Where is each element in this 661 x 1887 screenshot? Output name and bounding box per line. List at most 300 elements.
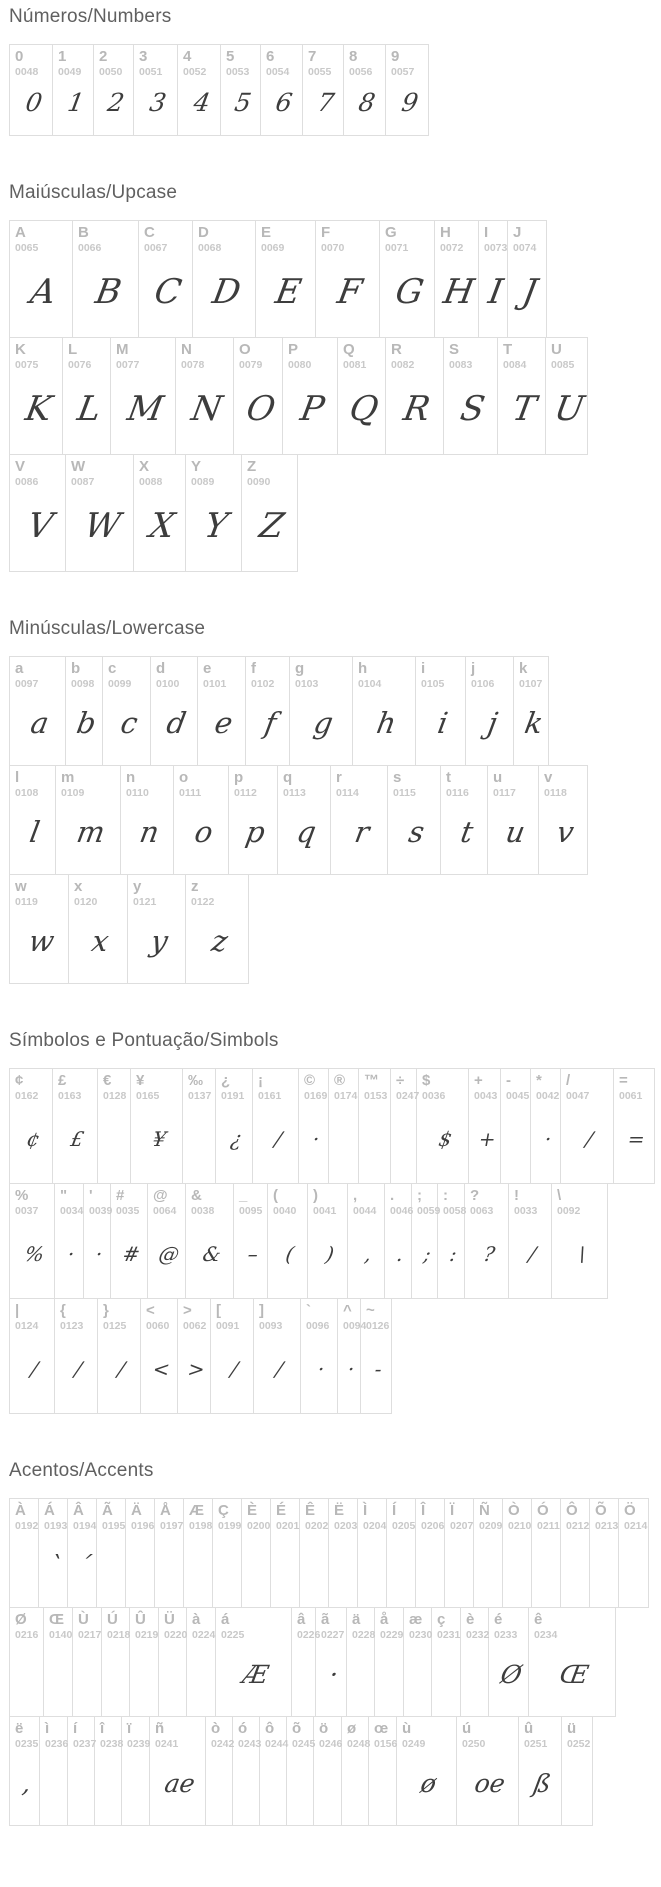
glyph-code-label: 0090 (247, 476, 271, 488)
glyph-char-label: . (390, 1187, 395, 1204)
glyph-preview: ¥ (150, 1126, 168, 1151)
glyph-char-label: 8 (349, 48, 358, 65)
glyph-cell (102, 1608, 130, 1716)
glyph-char-label: ^ (343, 1302, 352, 1319)
glyph-preview (211, 1751, 232, 1825)
glyph-char-label: ¥ (136, 1072, 145, 1089)
glyph-char-label: / (566, 1072, 571, 1089)
glyph-code-label: 0227 (321, 1629, 345, 1641)
glyph-code-label: 0039 (89, 1205, 113, 1217)
glyph-code-label: 0126 (366, 1320, 390, 1332)
glyph-cell (148, 1184, 186, 1298)
glyph-preview: p (243, 815, 268, 850)
glyph-char-label: Ø (15, 1611, 27, 1628)
glyph-cell (10, 875, 69, 983)
glyph-char-label: Ã (102, 1502, 113, 1519)
glyph-preview: x (89, 924, 112, 959)
glyph-char-label: Ç (218, 1502, 229, 1519)
glyph-code-label: 0101 (203, 678, 227, 690)
glyph-row (9, 765, 588, 875)
glyph-char-label: G (385, 224, 397, 241)
glyph-code-label: 0245 (292, 1738, 316, 1750)
glyph-code-label: 0252 (567, 1738, 591, 1750)
glyph-cell (246, 657, 290, 765)
glyph-cell (256, 221, 316, 337)
glyph-char-label: A (15, 224, 26, 241)
glyph-code-label: 0087 (71, 476, 95, 488)
glyph-char-label: w (15, 878, 27, 895)
glyph-cell (445, 1499, 474, 1607)
glyph-code-label: 0163 (58, 1090, 82, 1102)
glyph-code-label: 0044 (353, 1205, 377, 1217)
glyph-cell (388, 766, 441, 874)
glyph-cell (174, 766, 229, 874)
glyph-preview (466, 1642, 488, 1716)
glyph-code-label: 0169 (304, 1090, 328, 1102)
glyph-preview: M (124, 388, 167, 429)
glyph-cell (128, 875, 186, 983)
glyph-char-label: y (133, 878, 142, 895)
glyph-cell (253, 1069, 299, 1183)
glyph-preview (479, 1533, 502, 1607)
glyph-char-label: ô (265, 1720, 275, 1737)
glyph-char-label: ] (259, 1302, 264, 1319)
glyph-char-label: X (139, 458, 150, 475)
glyph-code-label: 0049 (58, 66, 82, 78)
glyph-cell (435, 221, 479, 337)
glyph-code-label: 0228 (352, 1629, 376, 1641)
glyph-cell (369, 1717, 397, 1825)
glyph-code-label: 0236 (45, 1738, 69, 1750)
glyph-char-label: 5 (226, 48, 235, 65)
glyph-cell (261, 45, 303, 135)
glyph-preview: e (212, 706, 236, 741)
glyph-char-label: O (239, 341, 251, 358)
glyph-cell (562, 1717, 592, 1825)
glyph-char-label: Ù (78, 1611, 89, 1628)
glyph-preview: Y (201, 505, 231, 546)
glyph-code-label: 0201 (276, 1520, 300, 1532)
glyph-char-label: Ô (566, 1502, 578, 1519)
glyph-preview (100, 1751, 121, 1825)
glyph-rows (9, 220, 661, 572)
glyph-cell (347, 1608, 375, 1716)
section-title: Números/Numbers (9, 6, 172, 27)
glyph-preview: D (209, 271, 244, 312)
glyph-cell (329, 1499, 358, 1607)
glyph-char-label: s (393, 769, 402, 786)
glyph-cell (331, 766, 388, 874)
glyph-char-label: ) (313, 1187, 318, 1204)
section-upcase (9, 182, 661, 572)
glyph-code-label: 0235 (15, 1738, 39, 1750)
glyph-preview (364, 1103, 390, 1183)
glyph-char-label: ù (402, 1720, 412, 1737)
glyph-char-label: å (380, 1611, 389, 1628)
glyph-char-label: 2 (99, 48, 108, 65)
glyph-cell (501, 1069, 531, 1183)
glyph-preview: = (625, 1126, 647, 1151)
glyph-preview (188, 1103, 215, 1183)
glyph-cell (466, 657, 514, 765)
glyph-cell (151, 657, 198, 765)
glyph-cell (314, 1717, 342, 1825)
glyph-preview (135, 1642, 158, 1716)
glyph-preview (396, 1103, 416, 1183)
glyph-cell (176, 338, 234, 454)
glyph-preview: ¢ (25, 1126, 42, 1151)
glyph-char-label: , (353, 1187, 358, 1204)
glyph-preview (566, 1533, 589, 1607)
glyph-code-label: 0118 (544, 787, 567, 799)
glyph-rows (9, 1068, 661, 1414)
glyph-preview: z (208, 924, 231, 959)
glyph-cell (187, 1608, 216, 1716)
glyph-cell (211, 1299, 254, 1413)
glyph-cell (385, 1184, 412, 1298)
glyph-char-label: Û (135, 1611, 146, 1628)
glyph-preview: U (551, 388, 587, 429)
glyph-preview (319, 1751, 341, 1825)
glyph-cell (111, 338, 176, 454)
glyph-code-label: 0116 (446, 787, 469, 799)
glyph-preview: u (503, 815, 528, 850)
glyph-char-label: Ê (305, 1502, 316, 1519)
glyph-cell (465, 1184, 509, 1298)
glyph-code-label: 0250 (462, 1738, 486, 1750)
glyph-code-label: 0251 (524, 1738, 548, 1750)
glyph-cell (178, 1299, 211, 1413)
glyph-char-label: = (619, 1072, 628, 1089)
glyph-cell (234, 338, 283, 454)
glyph-preview (347, 1751, 368, 1825)
glyph-cell (10, 1608, 44, 1716)
glyph-code-label: 0244 (265, 1738, 289, 1750)
glyph-preview: Œ (557, 1660, 592, 1690)
glyph-row (9, 220, 547, 338)
glyph-char-label: Ò (508, 1502, 520, 1519)
glyph-cell (397, 1717, 457, 1825)
glyph-cell (387, 1499, 416, 1607)
glyph-char-label: ú (462, 1720, 472, 1737)
glyph-code-label: 0050 (99, 66, 123, 78)
glyph-preview: $ (436, 1126, 454, 1151)
glyph-char-label: % (15, 1187, 29, 1204)
glyph-code-label: 0242 (211, 1738, 235, 1750)
glyph-code-label: 0213 (595, 1520, 619, 1532)
glyph-cell (39, 1499, 68, 1607)
glyph-preview: ( (283, 1241, 297, 1266)
glyph-code-label: 0205 (392, 1520, 416, 1532)
glyph-preview: W (80, 505, 123, 546)
glyph-char-label: { (60, 1302, 66, 1319)
glyph-cell (444, 338, 498, 454)
glyph-char-label: ™ (364, 1072, 379, 1089)
glyph-cell (68, 1717, 95, 1825)
glyph-char-label: 6 (266, 48, 275, 65)
glyph-preview: t (457, 815, 476, 850)
glyph-preview: S (457, 388, 489, 429)
glyph-preview: oe (472, 1769, 508, 1799)
glyph-char-label: Æ (189, 1502, 204, 1519)
glyph-code-label: 0085 (551, 359, 575, 371)
glyph-preview (238, 1751, 259, 1825)
glyph-char-label: m (61, 769, 75, 786)
glyph-char-label: ì (45, 1720, 50, 1737)
glyph-cell (55, 1184, 84, 1298)
glyph-cell (184, 1499, 213, 1607)
glyph-code-label: 0064 (153, 1205, 177, 1217)
glyph-preview: K (22, 388, 55, 429)
glyph-cell (234, 1184, 268, 1298)
glyph-cell (10, 1299, 55, 1413)
glyph-code-label: 0099 (108, 678, 132, 690)
glyph-preview: J (519, 271, 540, 312)
glyph-code-label: 0059 (417, 1205, 441, 1217)
glyph-char-label: I (484, 224, 489, 241)
glyph-cell (519, 1717, 562, 1825)
glyph-preview: ¿ (229, 1126, 244, 1151)
glyph-char-label: ï (127, 1720, 132, 1737)
glyph-code-label: 0114 (336, 787, 359, 799)
glyph-preview: / (272, 1126, 284, 1151)
glyph-char-label: ä (352, 1611, 361, 1628)
glyph-char-label: x (74, 878, 83, 895)
glyph-char-label: " (60, 1187, 68, 1204)
glyph-code-label: 0045 (506, 1090, 530, 1102)
glyph-char-label: í (73, 1720, 78, 1737)
glyph-code-label: 0247 (396, 1090, 420, 1102)
glyph-code-label: 0206 (421, 1520, 445, 1532)
glyph-row (9, 656, 549, 766)
glyph-cell (130, 1608, 159, 1716)
glyph-code-label: 0119 (15, 896, 38, 908)
glyph-code-label: 0035 (116, 1205, 140, 1217)
glyph-code-label: 0224 (192, 1629, 216, 1641)
glyph-char-label: v (544, 769, 553, 786)
glyph-code-label: 0089 (191, 476, 215, 488)
glyph-preview (363, 1533, 386, 1607)
glyph-cell (561, 1069, 614, 1183)
glyph-code-label: 0112 (234, 787, 257, 799)
glyph-row (9, 1498, 649, 1608)
glyph-code-label: 0080 (288, 359, 312, 371)
glyph-char-label: 3 (139, 48, 148, 65)
glyph-char-label: q (283, 769, 293, 786)
glyph-code-label: 0036 (422, 1090, 446, 1102)
glyph-code-label: 0123 (60, 1320, 84, 1332)
glyph-cell (53, 45, 94, 135)
glyph-code-label: 0096 (306, 1320, 330, 1332)
section-numbers (9, 6, 661, 136)
glyph-char-label: < (146, 1302, 155, 1319)
glyph-cell (178, 45, 221, 135)
glyph-preview: ; (421, 1241, 433, 1266)
glyph-cell (97, 1499, 126, 1607)
glyph-code-label: 0113 (283, 787, 306, 799)
glyph-cell (242, 1499, 271, 1607)
glyph-code-label: 0218 (107, 1629, 131, 1641)
glyph-code-label: 0212 (566, 1520, 590, 1532)
glyph-char-label: Ñ (479, 1502, 490, 1519)
glyph-code-label: 0140 (49, 1629, 73, 1641)
glyph-preview: – (245, 1241, 261, 1266)
glyph-preview: / (116, 1356, 127, 1381)
glyph-preview: k (521, 706, 546, 741)
glyph-cell (121, 766, 174, 874)
glyph-code-label: 0065 (15, 242, 39, 254)
glyph-preview (508, 1533, 531, 1607)
glyph-code-label: 0034 (60, 1205, 84, 1217)
glyph-code-label: 0109 (61, 787, 85, 799)
glyph-code-label: 0125 (103, 1320, 127, 1332)
glyph-cell (134, 45, 178, 135)
glyph-code-label: 0088 (139, 476, 163, 488)
glyph-preview (73, 1751, 94, 1825)
glyph-code-label: 0234 (534, 1629, 558, 1641)
glyph-cell (474, 1499, 503, 1607)
glyph-char-label: Y (191, 458, 202, 475)
glyph-char-label: à (192, 1611, 201, 1628)
glyph-cell (299, 1069, 329, 1183)
glyph-code-label: 0078 (181, 359, 205, 371)
glyph-code-label: 0110 (126, 787, 149, 799)
glyph-char-label: â (297, 1611, 306, 1628)
glyph-code-label: 0082 (391, 359, 415, 371)
glyph-preview: F (334, 271, 366, 312)
glyph-char-label: S (449, 341, 460, 358)
glyph-code-label: 0233 (494, 1629, 518, 1641)
glyph-preview: s (406, 815, 428, 850)
glyph-cell (98, 1069, 131, 1183)
glyph-cell (375, 1608, 404, 1716)
glyph-preview: j (484, 706, 500, 741)
glyph-preview: f (261, 706, 279, 741)
glyph-code-label: 0093 (259, 1320, 283, 1332)
glyph-code-label: 0246 (319, 1738, 343, 1750)
glyph-char-label: d (156, 660, 166, 677)
glyph-cell (10, 45, 53, 135)
glyph-char-label: È (247, 1502, 258, 1519)
glyph-cell (561, 1499, 590, 1607)
glyph-preview: P (297, 388, 328, 429)
glyph-code-label: 0194 (73, 1520, 97, 1532)
glyph-code-label: 0074 (513, 242, 537, 254)
glyph-row (9, 1298, 392, 1414)
glyph-preview: v (554, 815, 577, 850)
glyph-preview (49, 1642, 72, 1716)
glyph-cell (10, 1069, 53, 1183)
glyph-cell (461, 1608, 489, 1716)
glyph-preview: V (24, 505, 56, 546)
glyph-cell (103, 657, 151, 765)
glyph-char-label: [ (216, 1302, 221, 1319)
glyph-cell (508, 221, 546, 337)
glyph-rows (9, 656, 661, 984)
glyph-preview: ß (531, 1769, 554, 1799)
glyph-char-label: Q (343, 341, 355, 358)
glyph-cell (361, 1299, 391, 1413)
glyph-char-label: @ (153, 1187, 168, 1204)
glyph-preview: q (294, 815, 319, 850)
glyph-preview: ? (481, 1241, 497, 1266)
glyph-code-label: 0066 (78, 242, 102, 254)
glyph-char-label: û (524, 1720, 534, 1737)
glyph-cell (469, 1069, 501, 1183)
glyph-code-label: 0071 (385, 242, 409, 254)
glyph-char-label: ~ (366, 1302, 375, 1319)
glyph-code-label: 0046 (390, 1205, 414, 1217)
glyph-char-label: # (116, 1187, 125, 1204)
glyph-preview: 2 (105, 88, 127, 118)
glyph-preview: · (94, 1241, 105, 1266)
glyph-char-label: D (198, 224, 209, 241)
glyph-cell (619, 1499, 648, 1607)
glyph-char-label: € (103, 1072, 112, 1089)
glyph-char-label: ø (347, 1720, 357, 1737)
glyph-cell (268, 1184, 308, 1298)
glyph-code-label: 0054 (266, 66, 290, 78)
glyph-cell (552, 1184, 607, 1298)
glyph-preview (374, 1751, 396, 1825)
glyph-code-label: 0203 (334, 1520, 358, 1532)
glyph-char-label: ó (238, 1720, 248, 1737)
glyph-cell (98, 1299, 141, 1413)
glyph-code-label: 0106 (471, 678, 495, 690)
glyph-code-label: 0086 (15, 476, 39, 488)
glyph-char-label: ¡ (258, 1072, 263, 1089)
glyph-code-label: 0053 (226, 66, 250, 78)
glyph-code-label: 0156 (374, 1738, 398, 1750)
glyph-preview: 6 (273, 88, 295, 118)
glyph-code-label: 0097 (15, 678, 39, 690)
glyph-preview (160, 1533, 183, 1607)
glyph-cell (111, 1184, 148, 1298)
glyph-code-label: 0076 (68, 359, 92, 371)
glyph-cell (308, 1184, 348, 1298)
glyph-cell (386, 338, 444, 454)
glyph-code-label: 0075 (15, 359, 39, 371)
glyph-preview: n (137, 815, 162, 850)
glyph-char-label: Í (392, 1502, 397, 1519)
glyph-code-label: 0040 (273, 1205, 297, 1217)
glyph-code-label: 0115 (393, 787, 416, 799)
glyph-preview: , (363, 1241, 374, 1266)
glyph-cell (316, 1608, 347, 1716)
glyph-cell (141, 1299, 178, 1413)
glyph-code-label: 0072 (440, 242, 464, 254)
glyph-cell (198, 657, 246, 765)
glyph-cell (539, 766, 587, 874)
glyph-char-label: z (191, 878, 199, 895)
glyph-char-label: é (494, 1611, 503, 1628)
glyph-cell (457, 1717, 519, 1825)
glyph-preview: 9 (398, 88, 421, 118)
glyph-char-label: k (519, 660, 528, 677)
glyph-cell (193, 221, 256, 337)
glyph-char-label: L (68, 341, 78, 358)
glyph-preview (102, 1533, 125, 1607)
glyph-code-label: 0226 (297, 1629, 321, 1641)
glyph-preview: 5 (232, 88, 254, 118)
glyph-cell (10, 1499, 39, 1607)
glyph-char-label: _ (239, 1187, 248, 1204)
glyph-char-label: Õ (595, 1502, 607, 1519)
glyph-char-label: - (506, 1072, 511, 1089)
glyph-cell (131, 1069, 183, 1183)
glyph-char-label: H (440, 224, 451, 241)
glyph-code-label: 0043 (474, 1090, 498, 1102)
